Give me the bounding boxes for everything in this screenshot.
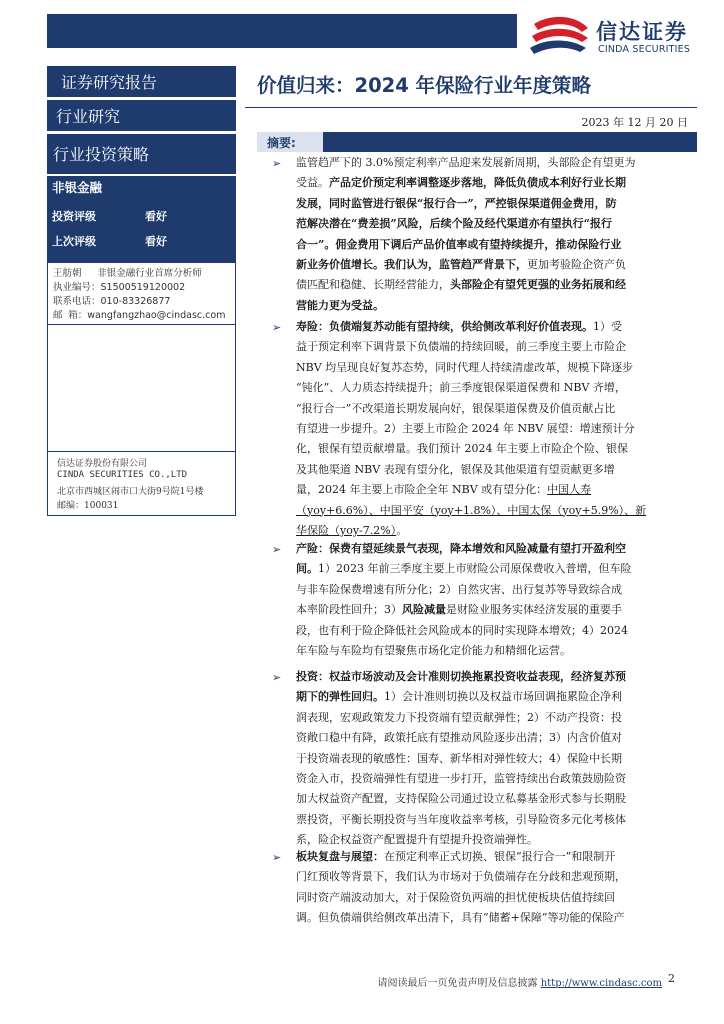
- paragraph-line: [296, 789, 688, 809]
- company-name-en: CINDA SECURITIES CO.,LTD: [57, 470, 188, 480]
- rating-panel: [47, 176, 236, 263]
- text-segment: 及其他渠道 NBV 表现有望分化，银保及其他渠道有望贡献更多增: [296, 462, 615, 476]
- text-segment: “报行合一”不改渠道长期发展向好，银保渠道保费及价值贡献占比: [296, 401, 616, 415]
- summary-paragraph: [296, 847, 688, 929]
- paragraph-line: [296, 317, 688, 337]
- text-segment: NBV 均呈现良好复苏态势，同时代理人持续清虚改革，规模下降逐步: [296, 360, 634, 374]
- text-segment: 新业务价值增长。我们认为，监管趋严背景下，: [296, 257, 527, 271]
- paragraph-line: [296, 255, 688, 275]
- text-segment: 。: [396, 523, 408, 537]
- paragraph-line: [296, 749, 688, 769]
- text-segment: 1）2023 年前三季度主要上市财险公司原保费收入普增，但车险: [318, 562, 632, 576]
- paragraph-line: [296, 769, 688, 789]
- text-segment: 产险：保费有望延续景气表现，降本增效和风险减量有望打开盈利空: [296, 542, 626, 555]
- summary-paragraph: [296, 153, 688, 316]
- text-segment: 与非车险保费增速有所分化；2）自然灾害、出行复苏等导致综合成: [296, 582, 622, 596]
- paragraph-line: [296, 235, 688, 255]
- text-segment: 营能力更为受益。: [296, 298, 384, 312]
- text-segment: 期下的弹性回归。: [296, 690, 384, 704]
- paragraph-line: [296, 847, 688, 867]
- summary-paragraph: [296, 539, 688, 661]
- zip-label: 邮编：: [57, 501, 85, 511]
- company-name-cn: 信达证券股份有限公司: [57, 459, 148, 469]
- text-segment: 1）会计准则切换以及权益市场回调拖累险企净利: [384, 690, 622, 704]
- text-segment: 调。但负债端供给侧改革出清下，具有“储蓄+保障”等功能的保险产: [296, 911, 625, 925]
- analyst-title: 非银金融行业首席分析师: [97, 268, 202, 279]
- text-segment: 润表现，宏观政策发力下投资端有望贡献弹性；2）不动产投资：投: [296, 710, 622, 724]
- website-link[interactable]: http://www.cindasc.com: [540, 978, 662, 989]
- text-segment: 头部险企有望凭更强的业务拓展和经: [450, 278, 626, 292]
- text-segment: 本率阶段性回升；3）: [296, 603, 402, 617]
- zip-code: 100031: [84, 501, 119, 511]
- email-link[interactable]: wangfangzhao@cindasc.com: [87, 310, 226, 321]
- header-band: [47, 14, 517, 48]
- bullet-arrow-icon: ➢: [272, 321, 282, 334]
- paragraph-line: [296, 539, 688, 559]
- phone-label: 联系电话：: [53, 296, 101, 307]
- text-segment: 板块复盘与展望：: [296, 850, 384, 863]
- bullet-arrow-icon: ➢: [272, 851, 282, 864]
- paragraph-line: [296, 667, 688, 687]
- text-segment: 资金入市，投资端弹性有望进一步打开，监管持续出台政策鼓励险资: [296, 771, 626, 785]
- report-title: 价值归来：2024 年保险行业年度策略: [257, 74, 592, 97]
- text-segment: 益于预定利率下调背景下负债端的持续回暖，前三季度主要上市险企: [296, 340, 626, 354]
- analyst-name: 王舫朝: [53, 268, 82, 279]
- text-segment: 在预定利率正式切换、银保“报行合一”和限制开: [384, 850, 616, 863]
- category-label: 行业研究: [47, 100, 236, 131]
- summary-paragraph: [296, 317, 688, 541]
- text-segment: 年车险与车险均有望聚焦市场化定价能力和精细化运营。: [296, 643, 571, 657]
- paragraph-line: [296, 378, 688, 398]
- paragraph-line: [296, 214, 688, 234]
- rating-label: 投资评级: [52, 210, 96, 223]
- footer-disclaimer: [378, 974, 662, 989]
- text-segment: 是财险业服务实体经济发展的重要手: [446, 603, 622, 617]
- text-segment: “钝化”、人力质态持续提升；前三季度银保渠道保费和 NBV 齐增，: [296, 381, 626, 395]
- text-segment: 门红预收等背景下，我们认为市场对于负债端存在分歧和悲观预期，: [296, 870, 626, 884]
- text-segment: 发展，同时监管进行银保“报行合一”，严控银保渠道佣金费用，防: [296, 196, 617, 210]
- text-segment: 段，也有利于险企降低社会风险成本的同时实现降本增效；4）2024: [296, 623, 628, 637]
- paragraph-line: [296, 728, 688, 748]
- text-segment: （yoy+6.6%）、中国平安（yoy+1.8%）、中国太保（yoy+5.9%）、新: [296, 503, 647, 517]
- paragraph-line: [296, 337, 688, 357]
- paragraph-line: [296, 480, 688, 500]
- bullet-arrow-icon: ➢: [272, 543, 282, 556]
- logo-english-text: CINDA SECURITIES: [598, 44, 691, 55]
- text-segment: 中国人寿: [547, 483, 592, 497]
- sidebar-blank-area: [47, 325, 236, 452]
- text-segment: 投资：权益市场波动及会计准则切换拖累投资收益表现，经济复苏预: [296, 670, 626, 683]
- paragraph-line: [296, 173, 688, 193]
- abstract-label: 摘要:: [257, 132, 323, 152]
- report-type-label: 证券研究报告: [47, 66, 236, 97]
- text-segment: 于投资端表现的敏感性：国寿、新华相对弹性较大；4）保险中长期: [296, 751, 622, 765]
- text-segment: 量，2024 年主要上市险企全年 NBV 或有望分化：: [296, 483, 548, 497]
- prev-rating-value: 看好: [145, 235, 167, 248]
- paragraph-line: [296, 419, 688, 439]
- cinda-logo-icon: [530, 14, 592, 60]
- paragraph-line: [296, 559, 688, 579]
- text-segment: 风险减量: [402, 603, 446, 617]
- company-info: [47, 452, 236, 516]
- paragraph-line: [296, 908, 688, 928]
- bullet-arrow-icon: ➢: [272, 671, 282, 684]
- paragraph-line: [296, 460, 688, 480]
- paragraph-line: [296, 153, 688, 173]
- paragraph-line: [296, 194, 688, 214]
- text-segment: 系，险企权益资产配置提升有望提升投资端弹性。: [296, 833, 538, 847]
- paragraph-line: [296, 708, 688, 728]
- paragraph-line: [296, 888, 688, 908]
- text-segment: 寿险：负债端复苏动能有望持续，供给侧改革利好价值表现。: [296, 320, 593, 333]
- company-address: 北京市西城区闹市口大街9号院1号楼: [57, 487, 204, 497]
- abstract-bar: [257, 132, 697, 152]
- text-segment: 债匹配和稳健、长期经营能力，: [296, 278, 450, 292]
- analyst-info: [47, 263, 236, 325]
- summary-paragraph: [296, 667, 688, 851]
- cert-label: 执业编号：: [53, 282, 101, 293]
- text-segment: 同时资产端波动加大，对于保险资负两端的担忧使板块估值持续回: [296, 890, 615, 904]
- title-divider: [245, 107, 697, 108]
- text-segment: 化，银保有望贡献增量。我们预计 2024 年主要上市险企个险、银保: [296, 442, 628, 456]
- paragraph-line: [296, 600, 688, 620]
- text-segment: 有望进一步提升。2）主要上市险企 2024 年 NBV 展望：增速预计分: [296, 421, 635, 435]
- logo-chinese-text: 信达证券: [596, 20, 688, 44]
- phone-number: 010-83326877: [100, 296, 171, 307]
- text-segment: 合一”。佣金费用下调后产品价值率或有望持续提升，推动保险行业: [296, 237, 622, 251]
- paragraph-line: [296, 399, 688, 419]
- text-segment: 受益。: [296, 176, 329, 190]
- paragraph-line: [296, 687, 688, 707]
- paragraph-line: [296, 641, 688, 661]
- paragraph-line: [296, 439, 688, 459]
- footer-text: 请阅读最后一页免责声明及信息披露: [377, 978, 541, 989]
- paragraph-line: [296, 358, 688, 378]
- email-label: 邮 箱：: [53, 310, 88, 321]
- company-logo: [530, 14, 710, 60]
- prev-rating-label: 上次评级: [52, 235, 96, 248]
- paragraph-line: [296, 867, 688, 887]
- text-segment: 票投资，平衡长期投资与当年度收益率考核，引导险资多元化考核体: [296, 812, 626, 826]
- text-segment: 范解决潜在“费差损”风险，后续个险及经代渠道亦有望执行“报行: [296, 217, 612, 231]
- sub-category-label: 行业投资策略: [47, 134, 236, 174]
- cert-number: S1500519120002: [100, 282, 186, 293]
- text-segment: 间。: [296, 562, 318, 576]
- paragraph-line: [296, 621, 688, 641]
- paragraph-line: [296, 296, 688, 316]
- report-date: 2023 年 12 月 20 日: [581, 116, 688, 129]
- paragraph-line: [296, 501, 688, 521]
- paragraph-line: [296, 580, 688, 600]
- text-segment: 加大权益资产配置，支持保险公司通过设立私募基金形式参与长期股: [296, 792, 626, 806]
- text-segment: 监管趋严下的 3.0%预定利率产品迎来发展新周期，头部险企有望更为: [296, 156, 636, 169]
- paragraph-line: [296, 275, 688, 295]
- bullet-arrow-icon: ➢: [272, 157, 282, 170]
- paragraph-line: [296, 810, 688, 830]
- sector-label: 非银金融: [52, 180, 103, 195]
- text-segment: 1）受: [593, 320, 622, 333]
- text-segment: 产品定价预定利率调整逐步落地，降低负债成本利好行业长期: [329, 176, 626, 190]
- page-number: 2: [668, 972, 675, 985]
- rating-value: 看好: [145, 210, 167, 223]
- text-segment: 华保险（yoy-7.2%）: [296, 523, 397, 537]
- text-segment: 更加考验险企资产负: [527, 257, 626, 271]
- text-segment: 资敞口稳中有降，政策托底有望推动风险逐步出清；3）内含价值对: [296, 731, 622, 745]
